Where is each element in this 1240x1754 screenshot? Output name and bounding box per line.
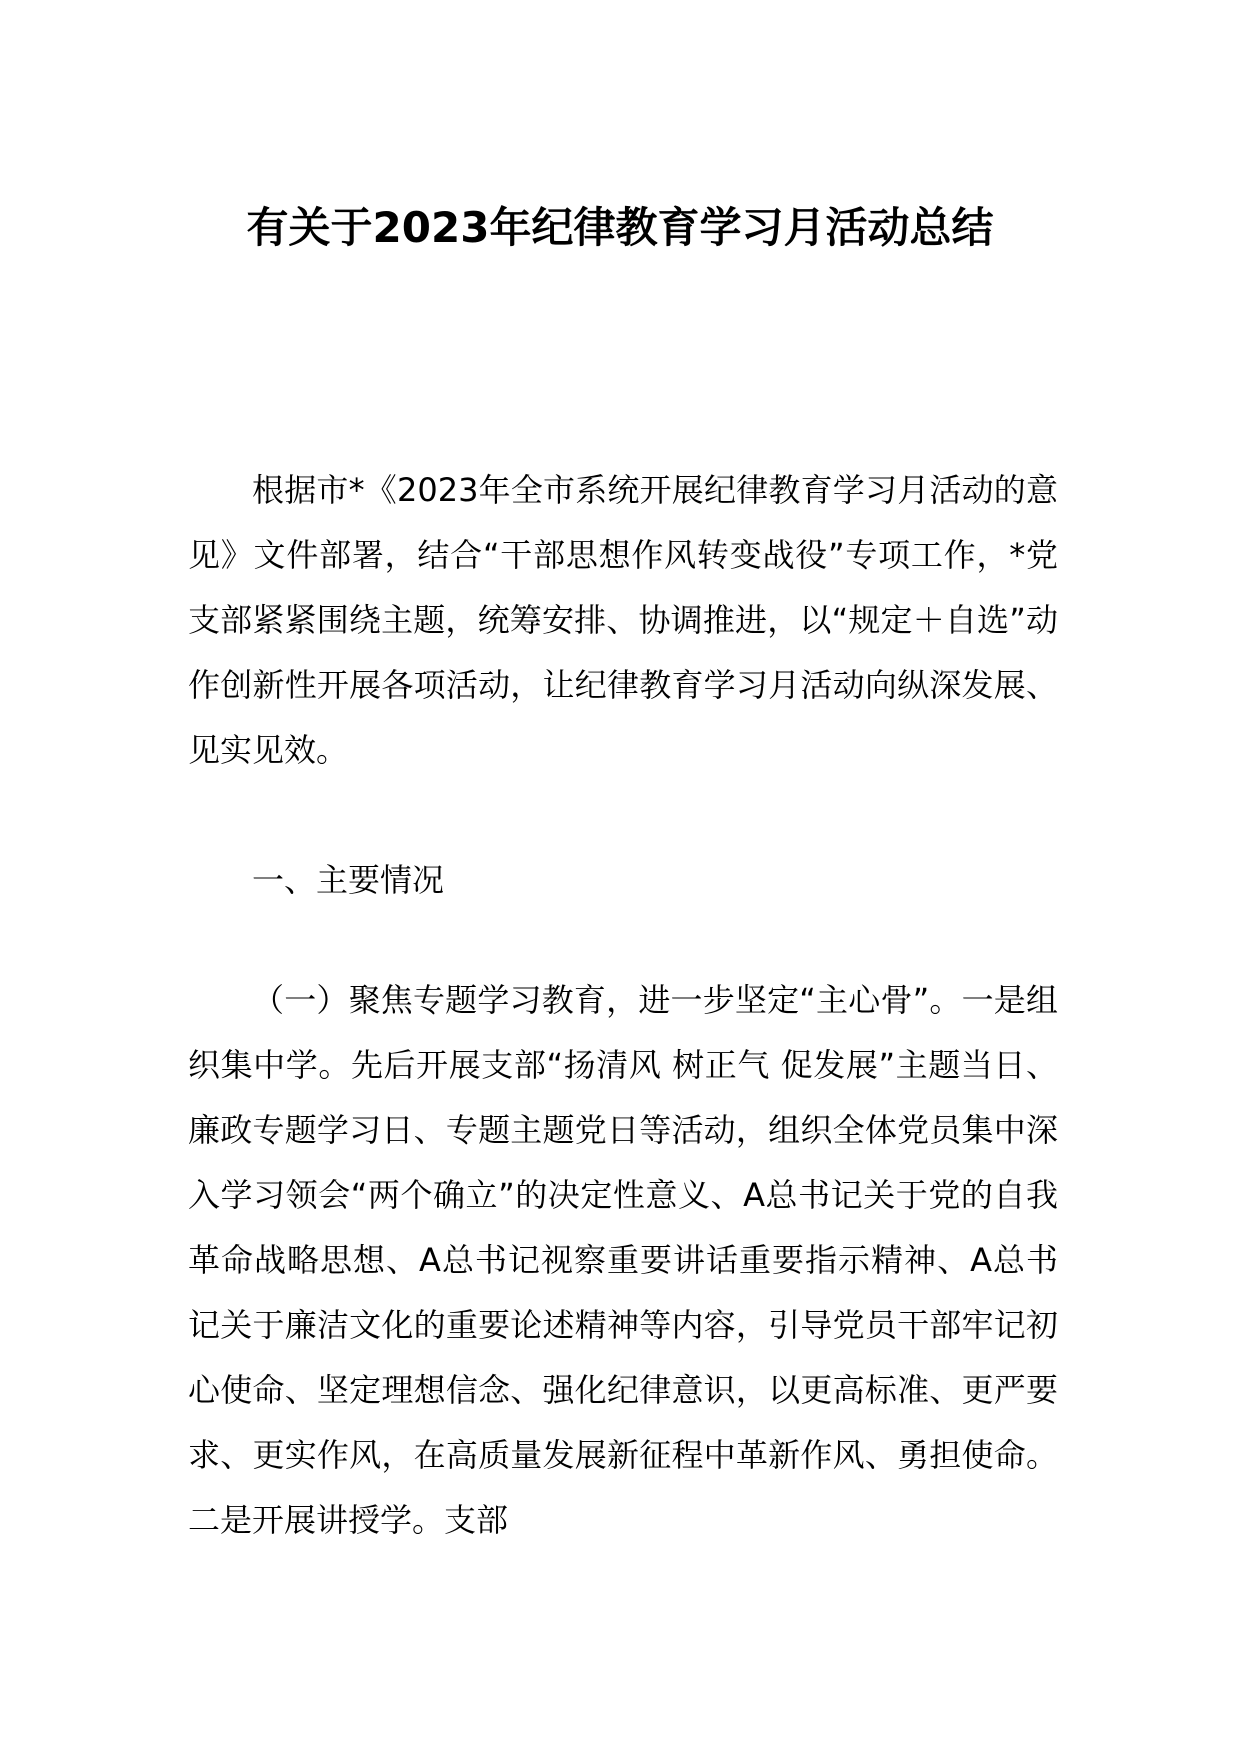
subsection-paragraph: （一）聚焦专题学习教育，进一步坚定“主心骨”。一是组织集中学。先后开展支部“扬清风 树正气 促发展”主题当日、廉政专题学习日、专题主题党日等活动，组织全体党员集中深入学习领会“两个确立”的决定性意义、A总书记关于党的自我革命战略思想、A总书记视察重要讲话重要指示精神、A总书记关于廉洁文化的重要论述精神等内容，引导党员干部牢记初心使命、坚定理想信念、强化纪律意识，以更高标准、更严要求、更实作风，在高质量发展新征程中革新作风、勇担使命。二是开展讲授学。支部 [188,981,1058,1539]
section-heading: 一、主要情况 [252,861,445,899]
document-title: 有关于2023年纪律教育学习月活动总结 [246,203,994,252]
intro-paragraph: 根据市*《2023年全市系统开展纪律教育学习月活动的意见》文件部署，结合“干部思想作风转变战役”专项工作，*党支部紧紧围绕主题，统筹安排、协调推进，以“规定＋自选”动作创新性开展各项活动，让纪律教育学习月活动向纵深发展、见实见效。 [188,471,1058,769]
